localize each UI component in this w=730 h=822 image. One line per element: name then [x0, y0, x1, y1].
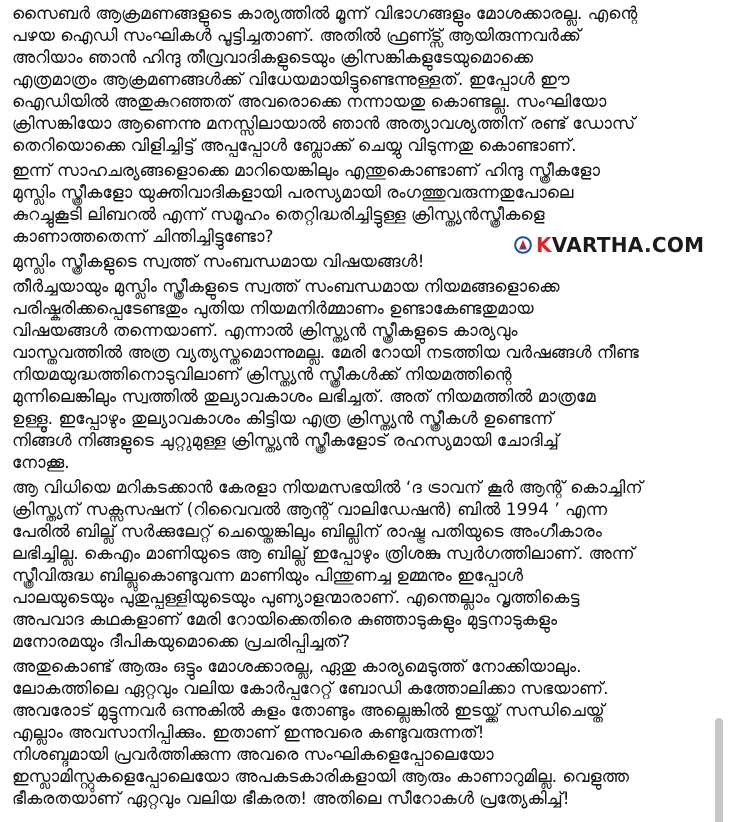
scrollbar-thumb[interactable]: [715, 718, 723, 822]
text-line: ഇസ്ലാമിസ്റ്റുകളെപ്പോലെയോ അപകടകാരികളായി ആരും കാണാറുമില്ല. വെളുത്ത: [12, 767, 629, 787]
text-line: തീർച്ചയായും മുസ്ലിം സ്ത്രീകളുടെ സ്വത്ത് സംബന്ധമായ നിയമങ്ങളൊക്കെ: [12, 277, 560, 297]
text-line: അപവാദ കഥകളാണ് മേരി റോയിക്കെതിരെ കുഞ്ഞാടുകളും മുട്ടനാടുകളും: [12, 610, 558, 630]
text-line: എത്രമാത്രം ആക്രമണങ്ങൾക്ക് വിധേയമായിട്ടുണ്ടെന്നുള്ളത്. ഇപ്പോൾ ഈ: [12, 70, 570, 90]
text-line: വാസ്തവത്തിൽ അത്ര വ്യത്യസ്തമൊന്നുമല്ല. മേരി റോയി നടത്തിയ വർഷങ്ങൾ നീണ്ട: [12, 343, 639, 363]
text-line: ലോകത്തിലെ ഏറ്റവും വലിയ കോർപ്പറേറ്റ് ബോഡി കത്തോലിക്കാ സഭയാണ്.: [12, 679, 609, 699]
text-line: പരിഷ്കരിക്കപ്പെടേണ്ടതും പുതിയ നിയമനിർമ്മാണം ഉണ്ടാകേണ്ടതുമായ: [12, 299, 534, 319]
paragraph: [12, 656, 718, 810]
text-line: മുന്നിലെങ്കിലും സ്വത്തിൽ തുല്യാവകാശം ലഭിച്ചത്. അത് നിയമത്തിൽ മാത്രമേ: [12, 387, 596, 407]
text-line: നിങ്ങൾ നിങ്ങളുടെ ചുറ്റുമുള്ള ക്രിസ്ത്യൻ സ്ത്രീകളോട് രഹസ്യമായി ചോദിച്ച്: [12, 431, 559, 451]
text-line: കാണാത്തതെന്ന് ചിന്തിച്ചിട്ടുണ്ടോ?: [12, 227, 274, 247]
text-line: പഴയ ഐഡി സംഘികൾ പൂട്ടിച്ചതാണ്. അതിൽ ഫ്രണ്ട്സ് ആയിരുന്നവർക്ക്: [12, 26, 581, 46]
paragraph: [12, 3, 718, 157]
paragraph: [12, 477, 718, 653]
text-line: ഐഡിയിൽ അതുകുറഞ്ഞത് അവരൊക്കെ നന്നായതു കൊണ്ടല്ല. സംഘിയോ: [12, 92, 607, 112]
subheading-line: മുസ്ലിം സ്ത്രീകളുടെ സ്വത്ത് സംബന്ധമായ വിഷയങ്ങൾ!: [12, 252, 425, 272]
text-line: അതുകൊണ്ട് ആരും ഒട്ടും മോശക്കാരല്ല, ഏതു കാര്യമെടുത്ത് നോക്കിയാലും.: [12, 657, 582, 677]
kvartha-watermark: [514, 233, 704, 257]
text-line: സൈബർ ആക്രമണങ്ങളുടെ കാര്യത്തിൽ മൂന്ന് വിഭാഗങ്ങളും മോശക്കാരല്ല. എന്റെ: [12, 4, 638, 24]
paragraph: [12, 276, 718, 474]
text-line: അറിയാം ഞാൻ ഹിന്ദു തീവ്രവാദികളുടെയും ക്രിസങ്കികളുടേയുമൊക്കെ: [12, 48, 534, 68]
text-line: ഇന്ന് സാഹചര്യങ്ങളൊക്കെ മാറിയെങ്കിലും എന്തുകൊണ്ടാണ് ഹിന്ദു സ്ത്രീകളോ: [12, 161, 600, 181]
text-line: ലഭിച്ചില്ല. കെഎം മാണിയുടെ ആ ബില്ല് ഇപ്പോഴും ത്രിശങ്കു സ്വർഗത്തിലാണ്. അന്ന്: [12, 544, 635, 564]
text-line: ക്രിസ്ത്യന് സക്സസഷന് (റിവൈവൽ ആന്റ് വാലിഡേഷൻ) ബിൽ 1994 ’ എന്ന: [12, 500, 608, 520]
text-line: നോക്കൂ.: [12, 453, 70, 473]
text-line: കുറച്ചുകൂടി ലിബറൽ എന്ന് സമൂഹം തെറ്റിദ്ധരിച്ചിട്ടുള്ള ക്രിസ്ത്യൻസ്ത്രീകളെ: [12, 205, 545, 225]
text-line: വിഷയങ്ങൾ തന്നെയാണ്. എന്നാൽ ക്രിസ്ത്യൻ സ്ത്രീകളുടെ കാര്യവും: [12, 321, 518, 341]
text-line: ആ വിധിയെ മറികടക്കാൻ കേരളാ നിയമസഭയിൽ ‘ദ ട്രാവന് കൂർ ആന്റ് കൊച്ചിന്: [12, 478, 643, 498]
text-line: അവരോട് മുട്ടുന്നവർ ഒന്നുകിൽ കുളം തോണ്ടും അല്ലെങ്കിൽ ഇടയ്ക്ക് സന്ധിചെയ്ത്: [12, 701, 605, 721]
text-line: ക്രിസങ്കിയോ ആണെന്നു മനസ്സിലായാൽ ഞാൻ അത്യാവശ്യത്തിന് രണ്ട് ഡോസ്: [12, 114, 636, 134]
text-line: മനോരമയും ദീപികയുമൊക്കെ പ്രചരിപ്പിച്ചത്?: [12, 632, 351, 652]
text-line: സ്ത്രീവിരുദ്ധ ബില്ലുകൊണ്ടുവന്ന മാണിയും പിന്തുണച്ച ഉമ്മനും ഇപ്പോൾ: [12, 566, 524, 586]
watermark-text: KVARTHA.COM: [536, 233, 705, 257]
text-line: പാലയുടെയും പുതുപ്പള്ളിയുടെയും പുണ്യാളന്മാരാണ്. എന്തെല്ലാം വൃത്തികെട്ട: [12, 588, 580, 608]
text-line: ഭീകരതയാണ് ഏറ്റവും വലിയ ഭീകരത! അതിലെ സീറോകൾ പ്രത്യേകിച്ച്!: [12, 789, 570, 809]
text-line: പേരിൽ ബില്ല് സർക്കുലേറ്റ് ചെയ്തെങ്കിലും ബില്ലിന് രാഷ്ട്ര പതിയുടെ അംഗീകാരം: [12, 522, 602, 542]
text-line: നിയമയുദ്ധത്തിനൊടുവിലാണ് ക്രിസ്ത്യൻ സ്ത്രീകൾക്ക് നിയമത്തിന്റെ: [12, 365, 512, 385]
kvartha-logo-icon: [514, 236, 532, 254]
text-line: ഉള്ളൂ. ഇപ്പോഴും തുല്യാവകാശം കിട്ടിയ എത്ര ക്രിസ്ത്യൻ സ്ത്രീകൾ ഉണ്ടെന്ന്: [12, 409, 554, 429]
text-line: നിശബ്ദമായി പ്രവർത്തിക്കുന്ന അവരെ സംഘികളെപ്പോലെയോ: [12, 745, 494, 765]
text-line: മുസ്ലിം സ്ത്രീകളോ യുക്തിവാദികളായി പരസ്യമായി രംഗത്തുവരുന്നതുപോലെ: [12, 183, 574, 203]
text-line: തെറിയൊക്കെ വിളിച്ചിട്ട് അപ്പപ്പോൾ ബ്ലോക്ക് ചെയ്യു വിടുന്നതു കൊണ്ടാണ്.: [12, 136, 577, 156]
text-line: എല്ലാം അവസാനിപ്പിക്കും. ഇതാണ് ഇന്നുവരെ കണ്ടുവരുന്നത്!: [12, 723, 485, 743]
